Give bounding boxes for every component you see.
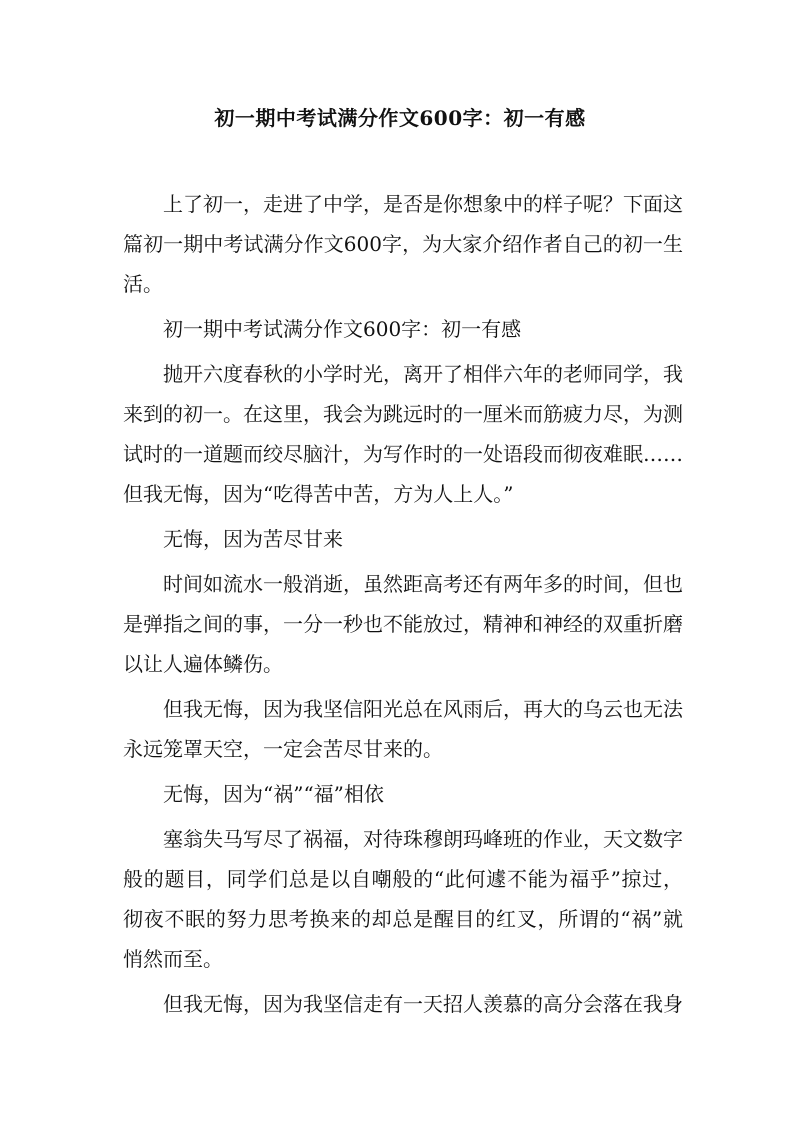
body-paragraph: 但我无悔，因为我坚信阳光总在风雨后，再大的乌云也无法永远笼罩天空，一定会苦尽甘来的。: [123, 697, 683, 761]
intro-paragraph: 上了初一，走进了中学，是否是你想象中的样子呢？下面这篇初一期中考试满分作文600字，为大家介绍作者自己的初一生活。: [123, 192, 683, 296]
section-subtitle: 初一期中考试满分作文600字：初一有感: [163, 317, 522, 341]
section-heading: 无悔，因为“祸”“福”相依: [163, 782, 384, 806]
section-heading: 无悔，因为苦尽甘来: [163, 527, 343, 551]
body-paragraph: 时间如流水一般消逝，虽然距高考还有两年多的时间，但也是弹指之间的事，一分一秒也不能放过，精神和神经的双重折磨以让人遍体鳞伤。: [123, 572, 683, 676]
document-title: 初一期中考试满分作文600字：初一有感: [214, 106, 586, 130]
body-paragraph: 但我无悔，因为我坚信走有一天招人羡慕的高分会落在我身: [163, 992, 683, 1016]
body-paragraph: 抛开六度春秋的小学时光，离开了相伴六年的老师同学，我来到的初一。在这里，我会为跳远时的一厘米而筋疲力尽，为测试时的一道题而绞尽脑汁，为写作时的一处语段而彻夜难眠……但我无悔，因为“吃得苦中苦，方为人上人。”: [123, 362, 683, 506]
body-paragraph: 塞翁失马写尽了祸福，对待珠穆朗玛峰班的作业，天文数字般的题目，同学们总是以自嘲般的“此何遽不能为福乎”掠过，彻夜不眠的努力思考换来的却总是醒目的红叉，所谓的“祸”就悄然而至。: [123, 827, 683, 971]
document-body: [123, 184, 683, 1029]
